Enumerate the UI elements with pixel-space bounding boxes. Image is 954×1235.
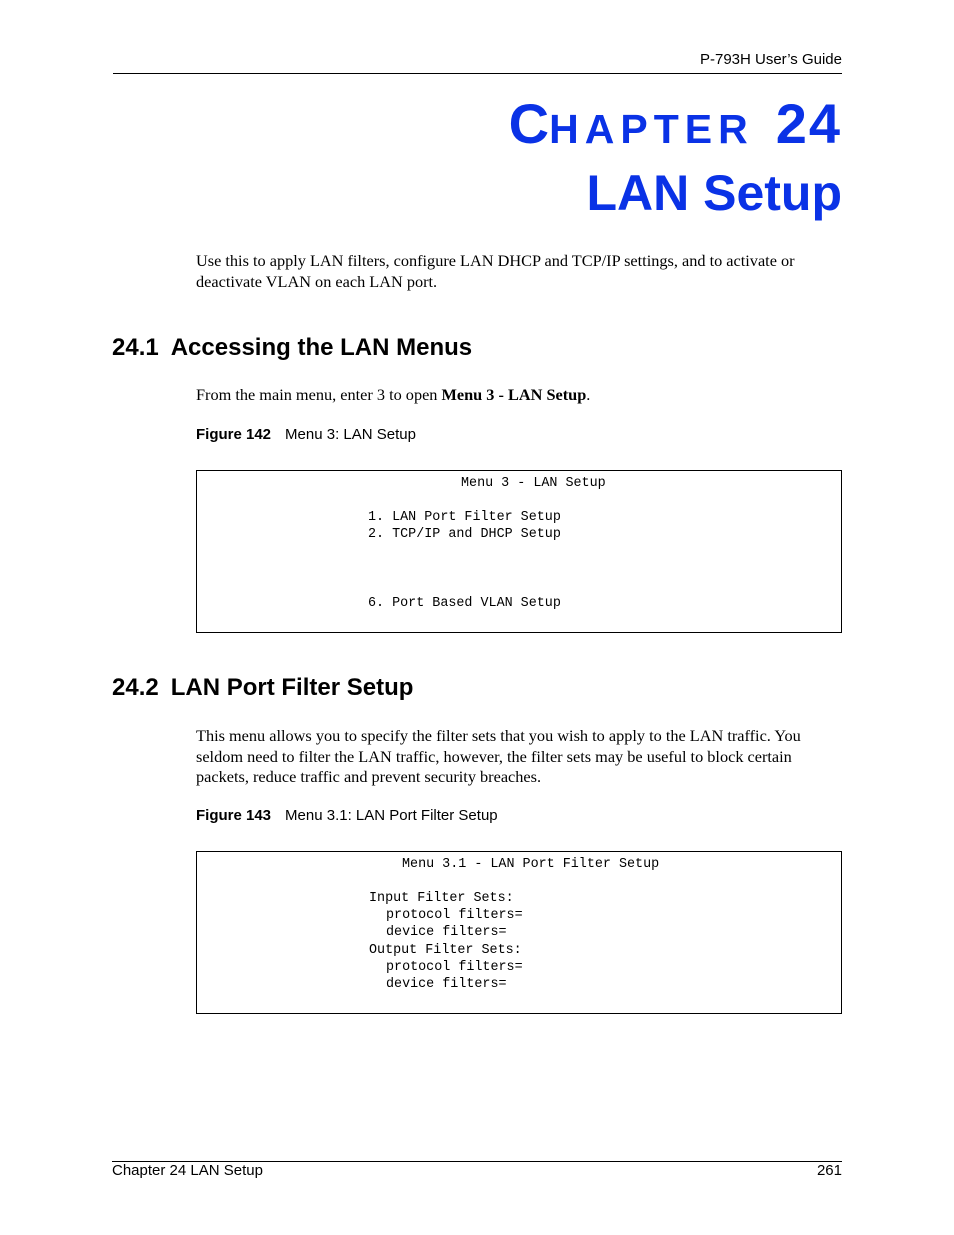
chapter-word-rest: HAPTER (549, 106, 754, 152)
chapter-number: 24 (775, 92, 842, 155)
chapter-title: LAN Setup (586, 165, 842, 221)
menu-reference: Menu 3 - LAN Setup (441, 385, 587, 404)
section-heading-1 (112, 334, 472, 362)
figure-label: Figure 142 (196, 426, 272, 443)
menu-screen-title: Menu 3 - LAN Setup (461, 476, 606, 491)
input-device-filters-field: device filters= (386, 925, 507, 940)
menu-3-1-screen (196, 851, 842, 1014)
figure-142-caption (196, 426, 416, 443)
page-number: 261 (816, 1162, 842, 1179)
intro-paragraph: Use this to apply LAN filters, configure LAN DHCP and TCP/IP settings, and to activate or deactivate VLAN on each LAN port. (196, 251, 795, 291)
section-heading-2 (112, 674, 413, 702)
paragraph-text: From the main menu, enter 3 to open (196, 385, 442, 404)
figure-label: Figure 143 (196, 807, 272, 824)
figure-143-caption (196, 807, 498, 824)
figure-title: Menu 3: LAN Setup (285, 426, 416, 443)
menu-item: 2. TCP/IP and DHCP Setup (368, 527, 561, 542)
output-protocol-filters-field: protocol filters= (386, 960, 523, 975)
menu-item: 1. LAN Port Filter Setup (368, 510, 561, 525)
chapter-heading (508, 92, 842, 155)
paragraph-end: . (586, 385, 591, 404)
menu-3-screen (196, 470, 842, 633)
input-filter-sets-label: Input Filter Sets: (369, 891, 514, 906)
figure-title: Menu 3.1: LAN Port Filter Setup (285, 807, 498, 824)
section-2-paragraph: This menu allows you to specify the filter sets that you wish to apply to the LAN traffic. You seldom need to filter the LAN traffic, however, the filter sets may be useful to block certain packets, reduce traffic and prevent security breaches. (196, 726, 801, 786)
section-number: 24.1 (112, 334, 159, 361)
menu-screen-title: Menu 3.1 - LAN Port Filter Setup (402, 857, 660, 872)
output-filter-sets-label: Output Filter Sets: (369, 943, 522, 958)
section-number: 24.2 (112, 674, 159, 701)
section-title: LAN Port Filter Setup (170, 674, 414, 701)
section-title: Accessing the LAN Menus (170, 334, 473, 361)
input-protocol-filters-field: protocol filters= (386, 908, 523, 923)
chapter-word-initial: C (508, 92, 550, 155)
header-rule (113, 73, 842, 74)
guide-title: P-793H User’s Guide (699, 51, 842, 68)
menu-item: 6. Port Based VLAN Setup (368, 596, 561, 611)
footer-chapter-label: Chapter 24 LAN Setup (112, 1162, 263, 1179)
output-device-filters-field: device filters= (386, 977, 507, 992)
section-1-paragraph (196, 385, 846, 406)
